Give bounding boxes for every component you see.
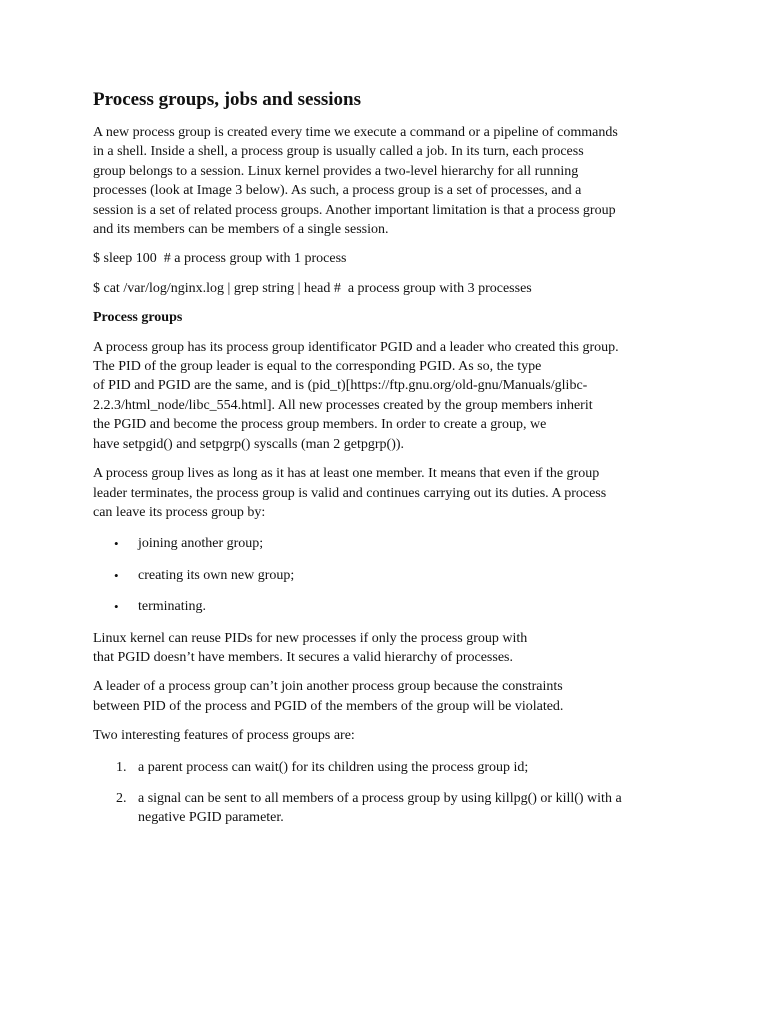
pid-reuse-paragraph — [93, 629, 683, 668]
text-line: and its members can be members of a single session. — [93, 222, 389, 238]
list-item-text: terminating. — [138, 599, 207, 615]
list-item — [93, 789, 683, 828]
bullet-icon: • — [114, 567, 119, 583]
command-example-pipeline: $ cat /var/log/nginx.log | grep string | head # a process group with 3 processes — [93, 280, 532, 296]
text-line: processes (look at Image 3 below). As such, a process group is a set of processes, and a — [93, 183, 582, 199]
text-line: can leave its process group by: — [93, 504, 266, 520]
text-line: in a shell. Inside a shell, a process group is usually called a job. In its turn, each process — [93, 144, 584, 160]
text-line: group belongs to a session. Linux kernel provides a two-level hierarchy for all running — [93, 163, 579, 179]
list-number: 2. — [116, 790, 127, 806]
text-line: of PID and PGID are the same, and is (pid_t)[https://ftp.gnu.org/old-gnu/Manuals/glibc- — [93, 378, 588, 394]
leader-paragraph — [93, 677, 683, 716]
section-heading: Process groups — [93, 310, 183, 326]
lifetime-paragraph — [93, 464, 683, 522]
list-item — [93, 534, 683, 553]
text-line: between PID of the process and PGID of the members of the group will be violated. — [93, 698, 564, 714]
list-item — [93, 597, 683, 616]
command-example-sleep: $ sleep 100 # a process group with 1 process — [93, 251, 347, 267]
bullet-icon: • — [114, 599, 119, 615]
text-line: that PGID doesn’t have members. It secures a valid hierarchy of processes. — [93, 649, 513, 665]
text-line: A new process group is created every time we execute a command or a pipeline of commands — [93, 125, 618, 140]
document-title: Process groups, jobs and sessions — [93, 89, 361, 110]
list-item — [93, 758, 683, 777]
list-item — [93, 566, 683, 585]
text-line: session is a set of related process groups. Another important limitation is that a process group — [93, 202, 616, 218]
intro-paragraph — [93, 123, 683, 239]
text-line: A process group has its process group identificator PGID and a leader who created this group. — [93, 339, 619, 355]
text-line: leader terminates, the process group is valid and continues carrying out its duties. A process — [93, 485, 607, 501]
features-intro: Two interesting features of process groups are: — [93, 728, 355, 744]
text-line: The PID of the group leader is equal to the corresponding PGID. As so, the type — [93, 359, 542, 375]
text-line: A process group lives as long as it has at least one member. It means that even if the group — [93, 466, 600, 482]
text-line: 2.2.3/html_node/libc_554.html]. All new processes created by the group members inherit — [93, 397, 593, 413]
text-line: have setpgid() and setpgrp() syscalls (man 2 getpgrp()). — [93, 436, 405, 452]
document-page — [93, 88, 683, 828]
list-item-text: creating its own new group; — [138, 567, 295, 583]
bullet-icon: • — [114, 536, 119, 552]
list-item-text: joining another group; — [138, 536, 264, 552]
list-item-text: a parent process can wait() for its children using the process group id; — [138, 759, 529, 775]
text-line: the PGID and become the process group members. In order to create a group, we — [93, 417, 547, 433]
pgid-paragraph — [93, 338, 683, 454]
text-line: Linux kernel can reuse PIDs for new processes if only the process group with — [93, 630, 528, 646]
text-line: A leader of a process group can’t join another process group because the constraints — [93, 679, 563, 695]
list-item-text: a signal can be sent to all members of a process group by using killpg() or kill() with a — [138, 790, 622, 806]
list-item-text: negative PGID parameter. — [138, 810, 284, 826]
list-number: 1. — [116, 759, 127, 775]
